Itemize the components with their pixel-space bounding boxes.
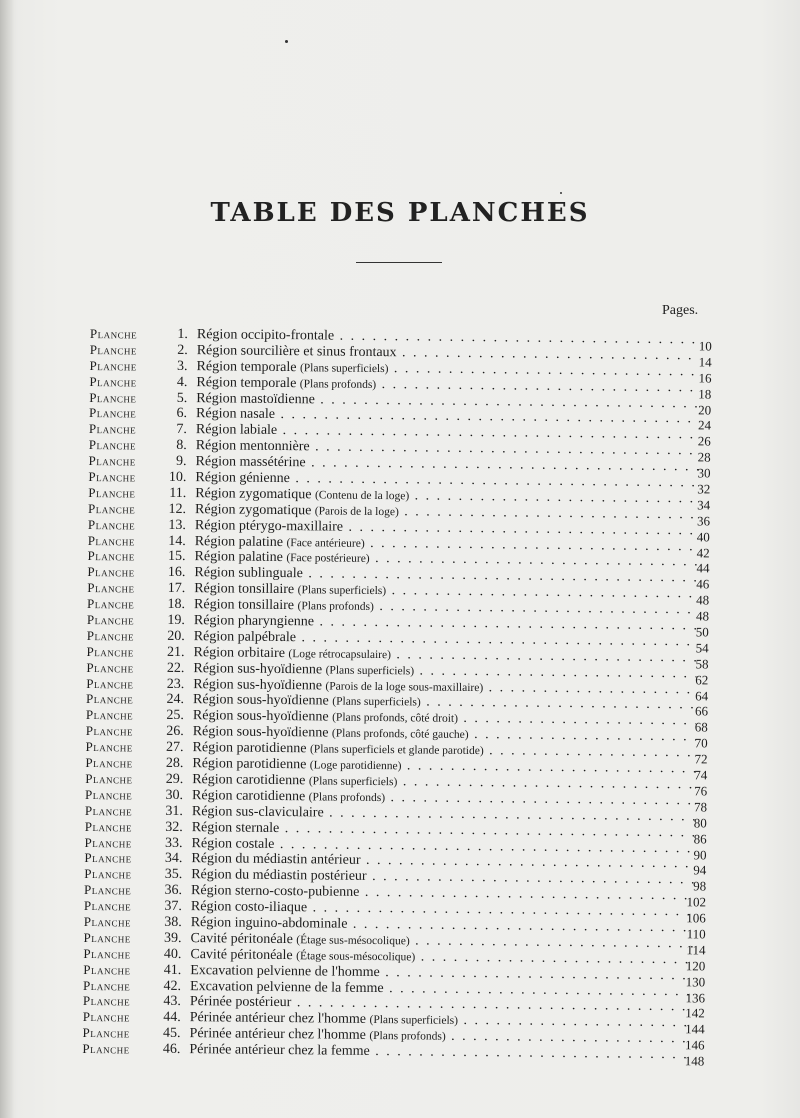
plate-page-number: 20 bbox=[698, 401, 712, 418]
plate-region: Région carotidienne bbox=[192, 772, 306, 789]
plate-number: 37. bbox=[164, 898, 183, 915]
plate-page-number: 74 bbox=[694, 767, 708, 783]
plate-number: 14. bbox=[168, 533, 186, 549]
plate-label: Planche bbox=[82, 1009, 131, 1025]
plate-number: 22. bbox=[166, 660, 185, 676]
plate-page-number: 86 bbox=[693, 830, 707, 847]
plate-label: Planche bbox=[85, 770, 133, 787]
plate-page-number: 94 bbox=[693, 862, 707, 878]
plate-subtitle: (Étage sus-mésocolique) bbox=[296, 934, 410, 948]
title-divider bbox=[356, 262, 442, 263]
plate-label: Planche bbox=[83, 913, 132, 930]
plate-number: 15. bbox=[168, 549, 186, 565]
plate-region: Excavation pelvienne de la femme bbox=[190, 978, 384, 996]
plate-page-number: 136 bbox=[685, 989, 706, 1005]
plate-region: Région sublinguale bbox=[194, 565, 303, 582]
page-title: TABLE DES PLANCHES bbox=[210, 198, 590, 228]
plate-number: 20. bbox=[167, 628, 185, 644]
plate-region: Région mentonnière bbox=[195, 438, 310, 455]
plate-subtitle: (Plans superficiels) bbox=[308, 775, 398, 789]
plate-number: 42. bbox=[163, 978, 182, 994]
plate-label: Planche bbox=[89, 357, 137, 374]
plate-label: Planche bbox=[87, 564, 135, 580]
plate-number: 25. bbox=[166, 708, 185, 724]
plate-region: Région orbitaire bbox=[193, 644, 286, 661]
ink-speck bbox=[285, 40, 288, 43]
plate-label: Planche bbox=[85, 786, 133, 803]
plate-number: 40. bbox=[163, 946, 182, 962]
plate-region: Région sous-hyoïdienne bbox=[192, 724, 329, 741]
plate-region: Région carotidienne bbox=[192, 787, 306, 805]
plate-label: Planche bbox=[86, 643, 134, 660]
plate-page-number: 30 bbox=[697, 465, 711, 481]
plate-region: Région inguino-abdominale bbox=[190, 915, 348, 932]
plate-region: Région costo-iliaque bbox=[190, 899, 308, 916]
plate-page-number: 72 bbox=[694, 751, 708, 767]
plate-page-number: 142 bbox=[685, 1005, 705, 1021]
plate-subtitle: (Loge parotidienne) bbox=[309, 759, 402, 773]
plate-label: Planche bbox=[87, 596, 135, 612]
plate-label: Planche bbox=[85, 755, 133, 771]
plate-page-number: 54 bbox=[695, 640, 709, 656]
plate-page-number: 34 bbox=[697, 497, 711, 513]
plate-label: Planche bbox=[86, 675, 134, 692]
plate-number: 39. bbox=[164, 930, 182, 946]
plate-region: Région occipito-frontale bbox=[196, 327, 335, 344]
plate-number: 7. bbox=[176, 422, 187, 438]
plate-page-number: 66 bbox=[694, 703, 709, 719]
plate-label: Planche bbox=[86, 691, 134, 707]
plate-region: Région pharyngienne bbox=[193, 613, 315, 630]
plate-page-number: 68 bbox=[694, 719, 708, 735]
plate-subtitle: (Plans superficiels) bbox=[297, 584, 387, 598]
ink-speck bbox=[560, 192, 562, 194]
plates-list bbox=[82, 326, 712, 1069]
plate-page-number: 76 bbox=[694, 783, 708, 799]
plate-number: 36. bbox=[164, 882, 183, 899]
plate-label: Planche bbox=[89, 405, 137, 421]
plate-label: Planche bbox=[86, 627, 135, 644]
plate-number: 3. bbox=[177, 358, 188, 374]
plate-page-number: 80 bbox=[693, 815, 707, 831]
plate-region: Cavité péritonéale bbox=[190, 930, 293, 948]
plate-page-number: 110 bbox=[686, 926, 706, 942]
plate-region: Région ptérygo-maxillaire bbox=[194, 517, 344, 535]
plate-label: Planche bbox=[83, 929, 131, 946]
plate-page-number: 58 bbox=[695, 656, 709, 672]
plate-label: Planche bbox=[83, 945, 131, 962]
plate-page-number: 48 bbox=[695, 608, 710, 624]
plate-label: Planche bbox=[87, 548, 135, 564]
plate-label: Planche bbox=[84, 802, 133, 819]
plate-page-number: 114 bbox=[686, 942, 706, 958]
plate-region: Région sous-hyoïdienne bbox=[193, 692, 329, 710]
plate-region: Région sterno-costo-pubienne bbox=[191, 883, 360, 901]
plate-page-number: 24 bbox=[697, 417, 712, 433]
plate-number: 8. bbox=[176, 438, 187, 454]
plate-page-number: 70 bbox=[694, 735, 708, 751]
plate-page-number: 28 bbox=[697, 449, 711, 465]
plate-number: 23. bbox=[166, 676, 185, 692]
plate-region: Région sus-hyoïdienne bbox=[193, 660, 323, 678]
plate-label: Planche bbox=[85, 723, 134, 739]
plate-region: Région sourcilière et sinus frontaux bbox=[196, 343, 397, 361]
plate-region: Région sus-hyoïdienne bbox=[193, 676, 323, 694]
plate-region: Région palatine bbox=[194, 533, 284, 550]
plate-region: Région zygomatique bbox=[195, 501, 312, 519]
plate-region: Région parotidienne bbox=[192, 740, 307, 757]
plate-label: Planche bbox=[88, 453, 136, 469]
plate-number: 2. bbox=[177, 342, 188, 358]
plate-label: Planche bbox=[88, 500, 136, 517]
plate-subtitle: (Plans profonds) bbox=[297, 600, 374, 614]
plate-subtitle: (Plans superficiels) bbox=[299, 361, 389, 375]
plate-number: 31. bbox=[165, 803, 184, 819]
plate-number: 35. bbox=[164, 867, 183, 883]
plate-subtitle: (Plans superficiels) bbox=[332, 696, 421, 709]
plate-number: 9. bbox=[176, 454, 187, 470]
plate-subtitle: (Plans profonds, côté gauche) bbox=[331, 727, 469, 742]
plate-number: 26. bbox=[166, 724, 184, 740]
plate-label: Planche bbox=[88, 484, 136, 501]
plate-page-number: 14 bbox=[698, 354, 712, 370]
plate-label: Planche bbox=[83, 898, 132, 914]
plate-label: Planche bbox=[82, 1025, 130, 1041]
plate-region: Périnée antérieur chez l'homme bbox=[189, 1026, 366, 1044]
plate-subtitle: (Plans superficiels et glande parotide) bbox=[309, 743, 484, 758]
plate-region: Périnée antérieur chez l'homme bbox=[189, 1010, 367, 1028]
plate-number: 18. bbox=[167, 596, 186, 613]
plate-region: Région labiale bbox=[195, 422, 278, 439]
plate-page-number: 46 bbox=[696, 576, 710, 592]
plate-number: 32. bbox=[165, 819, 183, 835]
plate-region: Région sus-claviculaire bbox=[191, 803, 324, 821]
plate-label: Planche bbox=[83, 961, 131, 978]
plate-region: Région génienne bbox=[195, 470, 290, 487]
plate-page-number: 148 bbox=[684, 1053, 705, 1069]
plate-label: Planche bbox=[86, 612, 135, 628]
plate-page-number: 120 bbox=[685, 958, 706, 974]
plate-label: Planche bbox=[84, 834, 132, 850]
plate-number: 28. bbox=[165, 755, 184, 772]
plate-region: Excavation pelvienne de l'homme bbox=[190, 962, 380, 980]
plate-page-number: 64 bbox=[695, 687, 709, 704]
plate-number: 6. bbox=[176, 406, 188, 422]
plate-number: 46. bbox=[162, 1041, 181, 1058]
plate-label: Planche bbox=[88, 421, 137, 437]
plate-number: 34. bbox=[164, 851, 183, 867]
plate-label: Planche bbox=[85, 707, 134, 723]
plate-region: Région parotidienne bbox=[192, 756, 307, 773]
plate-region: Périnée antérieur chez la femme bbox=[189, 1042, 370, 1060]
plate-subtitle: (Contenu de la loge) bbox=[314, 489, 410, 503]
plate-number: 43. bbox=[163, 994, 182, 1010]
plate-page-number: 18 bbox=[698, 386, 712, 402]
plate-region: Région palatine bbox=[194, 549, 283, 566]
plate-label: Planche bbox=[89, 326, 138, 342]
plate-label: Planche bbox=[83, 977, 131, 993]
plate-page-number: 40 bbox=[696, 529, 710, 545]
plate-page-number: 36 bbox=[696, 513, 711, 529]
plate-label: Planche bbox=[89, 341, 138, 358]
plate-number: 29. bbox=[165, 771, 184, 787]
plate-number: 17. bbox=[167, 581, 186, 597]
plate-page-number: 106 bbox=[686, 910, 706, 926]
plate-page-number: 144 bbox=[685, 1021, 705, 1037]
plate-number: 19. bbox=[167, 612, 185, 629]
plate-subtitle: (Plans profonds) bbox=[369, 1030, 446, 1043]
plate-page-number: 98 bbox=[693, 878, 707, 894]
plate-page-number: 78 bbox=[693, 799, 708, 815]
plate-region: Région sous-hyoïdienne bbox=[192, 708, 329, 725]
plate-number: 30. bbox=[165, 787, 184, 803]
plate-page-number: 102 bbox=[686, 894, 707, 910]
plate-subtitle: (Face antérieure) bbox=[286, 536, 365, 550]
plate-subtitle: (Loge rétrocapsulaire) bbox=[288, 647, 391, 661]
plate-label: Planche bbox=[87, 532, 136, 549]
plate-label: Planche bbox=[84, 866, 132, 882]
plate-region: Région temporale bbox=[196, 374, 297, 391]
plate-number: 21. bbox=[167, 644, 185, 660]
plate-label: Planche bbox=[87, 580, 135, 596]
plate-subtitle: (Plans superficiels) bbox=[369, 1014, 459, 1028]
plate-page-number: 48 bbox=[696, 592, 710, 608]
plate-number: 41. bbox=[163, 962, 182, 978]
plate-label: Planche bbox=[89, 373, 137, 390]
plate-region: Région sternale bbox=[191, 819, 280, 836]
plate-subtitle: (Plans profonds) bbox=[299, 377, 377, 391]
plate-number: 13. bbox=[168, 517, 186, 533]
plate-label: Planche bbox=[85, 739, 133, 755]
plate-page-number: 44 bbox=[696, 560, 710, 576]
plate-page-number: 42 bbox=[696, 544, 710, 561]
plate-page-number: 90 bbox=[693, 846, 707, 862]
plate-label: Planche bbox=[84, 818, 133, 835]
plate-page-number: 32 bbox=[697, 481, 711, 497]
plate-region: Région massétérine bbox=[195, 454, 306, 471]
plate-number: 45. bbox=[163, 1025, 181, 1042]
plate-region: Région nasale bbox=[196, 406, 276, 423]
plate-number: 27. bbox=[166, 739, 184, 756]
plate-subtitle: (Plans superficiels) bbox=[325, 664, 415, 678]
plate-label: Planche bbox=[88, 469, 136, 485]
plate-page-number: 26 bbox=[697, 433, 711, 449]
plate-subtitle: (Plans profonds, côté droit) bbox=[332, 711, 459, 726]
plate-page-number: 10 bbox=[698, 338, 712, 354]
plate-subtitle: (Parois de la loge) bbox=[314, 505, 399, 519]
plate-region: Région du médiastin postérieur bbox=[191, 867, 367, 885]
plate-page-number: 62 bbox=[695, 672, 709, 688]
plate-page-number: 50 bbox=[695, 624, 709, 640]
plate-region: Région mastoïdienne bbox=[196, 390, 315, 407]
plate-page-number: 130 bbox=[685, 973, 706, 990]
plate-subtitle: (Étage sous-mésocolique) bbox=[296, 949, 416, 964]
plate-region: Région temporale bbox=[196, 358, 297, 375]
plate-number: 16. bbox=[167, 565, 186, 581]
page-binding-edge bbox=[0, 0, 14, 1118]
plate-page-number: 146 bbox=[684, 1037, 705, 1053]
plate-region: Périnée postérieur bbox=[189, 994, 292, 1011]
plate-page-number: 16 bbox=[698, 370, 712, 386]
plate-number: 11. bbox=[169, 485, 187, 501]
plate-label: Planche bbox=[87, 516, 136, 533]
plate-number: 24. bbox=[166, 692, 185, 708]
plate-number: 38. bbox=[164, 914, 182, 930]
plate-label: Planche bbox=[86, 659, 134, 676]
plate-number: 1. bbox=[177, 326, 188, 343]
plate-subtitle: (Parois de la loge sous-maxillaire) bbox=[325, 680, 484, 694]
pages-column-header: Pages. bbox=[662, 303, 699, 318]
plate-label: Planche bbox=[82, 993, 131, 1009]
plate-number: 33. bbox=[165, 835, 183, 851]
plate-number: 44. bbox=[163, 1010, 181, 1026]
plate-number: 5. bbox=[176, 390, 188, 406]
plate-number: 10. bbox=[168, 469, 187, 486]
plate-region: Région costale bbox=[191, 835, 275, 852]
plate-region: Région tonsillaire bbox=[194, 581, 295, 598]
plate-label: Planche bbox=[84, 882, 132, 898]
plate-region: Région tonsillaire bbox=[194, 597, 295, 614]
plate-label: Planche bbox=[84, 850, 132, 866]
plate-number: 4. bbox=[176, 374, 188, 390]
plate-label: Planche bbox=[82, 1041, 130, 1057]
plate-region: Cavité péritonéale bbox=[190, 946, 293, 963]
plate-label: Planche bbox=[88, 437, 137, 453]
plate-label: Planche bbox=[89, 389, 137, 406]
plate-region: Région zygomatique bbox=[195, 486, 312, 503]
plate-region: Région palpébrale bbox=[193, 629, 297, 646]
plate-subtitle: (Face postérieure) bbox=[286, 552, 370, 566]
plate-subtitle: (Plans profonds) bbox=[308, 791, 386, 804]
plate-number: 12. bbox=[168, 501, 187, 517]
plate-region: Région du médiastin antérieur bbox=[191, 851, 361, 869]
